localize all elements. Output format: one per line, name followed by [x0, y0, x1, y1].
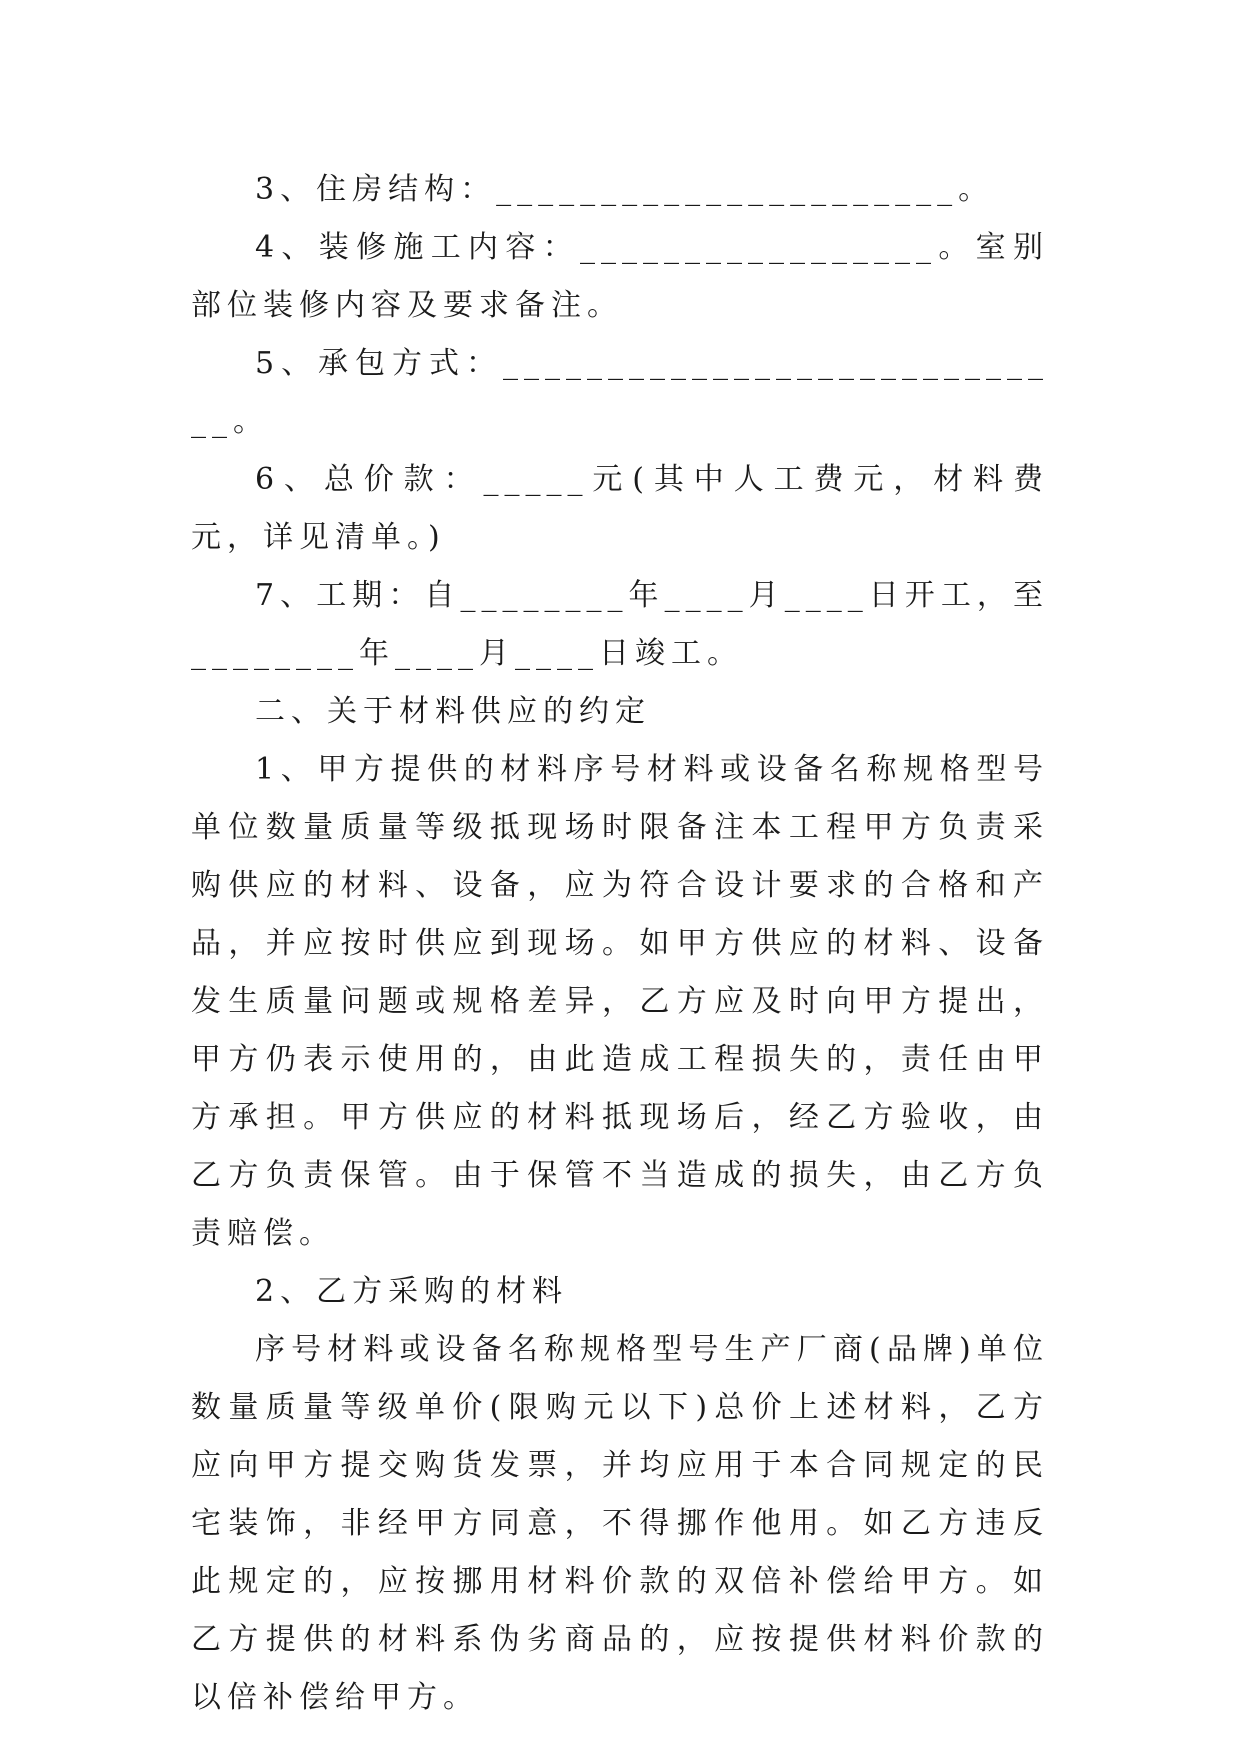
clause-schedule: 7、工期：自________年____月____日开工，至________年____月____日竣工。 [191, 578, 1049, 671]
clause-party-a-materials: 1、甲方提供的材料序号材料或设备名称规格型号单位数量质量等级抵现场时限备注本工程甲方负责采购供应的材料、设备，应为符合设计要求的合格和产品，并应按时供应到现场。如甲方供应的材料、设备发生质量问题或规格差异，乙方应及时向甲方提出，甲方仍表示使用的，由此造成工程损失的，责任由甲方承担。甲方供应的材料抵现场后，经乙方验收，由乙方负责保管。由于保管不当造成的损失，由乙方负责赔偿。 [191, 752, 1049, 1251]
section-heading-materials: 二、关于材料供应的约定 [255, 694, 651, 729]
clause-party-b-materials: 序号材料或设备名称规格型号生产厂商(品牌)单位数量质量等级单价(限购元以下)总价上述材料，乙方应向甲方提交购货发票，并均应用于本合同规定的民宅装饰，非经甲方同意，不得挪作他用。如乙方违反此规定的，应按挪用材料价款的双倍补偿给甲方。如乙方提供的材料系伪劣商品的，应按提供材料价款的以倍补偿给甲方。 [191, 1332, 1049, 1715]
document-body [191, 161, 1049, 1727]
clause-party-b-materials-heading: 2、乙方采购的材料 [255, 1274, 569, 1309]
clause-contract-method: 5、承包方式：____________________________。 [191, 346, 1049, 439]
clause-housing-structure: 3、住房结构：______________________。 [255, 172, 995, 207]
clause-renovation-content: 4、装修施工内容：_________________。室别部位装修内容及要求备注。 [191, 230, 1049, 323]
clause-total-price: 6、总价款：_____元(其中人工费元，材料费元，详见清单。) [191, 462, 1049, 555]
